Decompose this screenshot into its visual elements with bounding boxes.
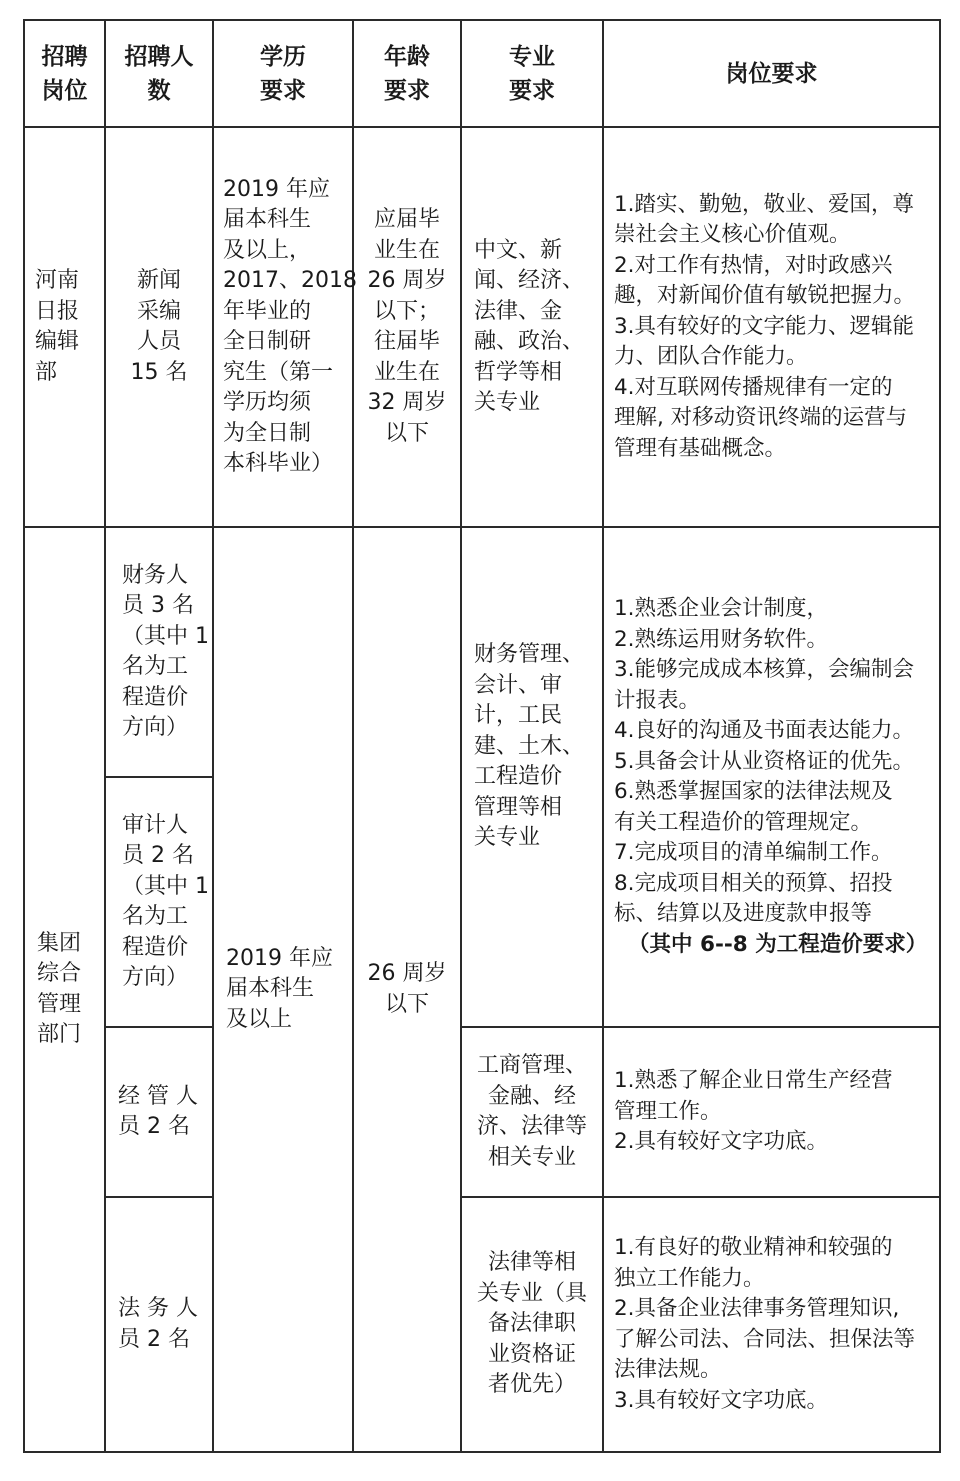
finance-audit-major: 财务管理、 会计、审 计，工民 建、土木、 工程造价 管理等相 关专业: [474, 642, 585, 851]
dept1-headcount: 新闻 采编 人员 15 名: [130, 268, 188, 385]
header-major: 专业 要求: [509, 43, 555, 104]
management-major: 工商管理、 金融、经 济、法律等 相关专业: [476, 1053, 587, 1170]
dept1-age: 应届毕 业生在 26 周岁 以下； 往届毕 业生在 32 周岁 以下: [367, 207, 447, 446]
dept1-name: 河南 日报 编辑 部: [35, 268, 80, 385]
dept2-name: 集团 综合 管理 部门: [37, 930, 82, 1047]
dept2-age: 26 周岁 以下: [367, 961, 447, 1017]
legal-major: 法律等相 关专业（具 备法律职 业资格证 者优先）: [476, 1250, 587, 1398]
header-age: 年龄 要求: [384, 43, 430, 104]
table-border-bottom: [23, 1451, 941, 1453]
dept1-requirements: 1.踏实、勤勉，敬业、爱国，尊 崇社会主义核心价值观。 2.对工作有热情，对时政感兴 趣，对新闻价值有敏锐把握力。 3.具有较好的文字能力、逻辑能 力、团队合作能力。 4.对互联网传播规律有一定的 理解, 对移动资讯终端的运营与 管理有基础概念。: [614, 191, 916, 461]
header-headcount: 招聘人 数: [124, 43, 194, 104]
dept1-major: 中文、新 闻、经济、 法律、金 融、政治、 哲学等相 关专业: [474, 237, 585, 415]
dept1-education: 2019 年应 届本科生 及以上， 2017、2018 年毕业的 全日制研 究生（第一 学历均须 为全日制 本科毕业）: [223, 176, 357, 476]
header-requirements: 岗位要求: [725, 60, 818, 87]
dept2-education: 2019 年应 届本科生 及以上: [226, 945, 333, 1032]
finance-audit-requirements: 1.熟悉企业会计制度， 2.熟练运用财务软件。 3.能够完成成本核算，会编制会 计报表。 4.良好的沟通及书面表达能力。 5.具备会计从业资格证的优先。 6.熟悉掌握国家的法律法规及 有关工程造价的管理规定。 7.完成项目的清单编制工作。 8.完成项目相关的预算、招投 标、结算以及进度款申报等 （其中 6--8 为工程造价要求）: [604, 528, 939, 1026]
audit-headcount: 审计人 员 2 名 （其中 1 名为工 程造价 方向）: [122, 812, 209, 990]
management-requirements: 1.熟悉了解企业日常生产经营 管理工作。 2.具有较好文字功底。: [614, 1068, 893, 1155]
table-border-right: [939, 19, 941, 1453]
legal-requirements: 1.有良好的敬业精神和较强的 独立工作能力。 2.具备企业法律事务管理知识, 了解公司法、合同法、担保法等 法律法规。 3.具有较好文字功底。: [614, 1235, 916, 1413]
management-headcount: 经 管 人 员 2 名: [118, 1083, 198, 1139]
header-position: 招聘 岗位: [41, 43, 88, 104]
finance-headcount: 财务人 员 3 名 （其中 1 名为工 程造价 方向）: [122, 562, 209, 740]
legal-headcount: 法 务 人 员 2 名: [118, 1296, 198, 1352]
engineering-cost-note: （其中 6--8 为工程造价要求）: [628, 931, 928, 957]
header-education: 学历 要求: [260, 43, 306, 104]
